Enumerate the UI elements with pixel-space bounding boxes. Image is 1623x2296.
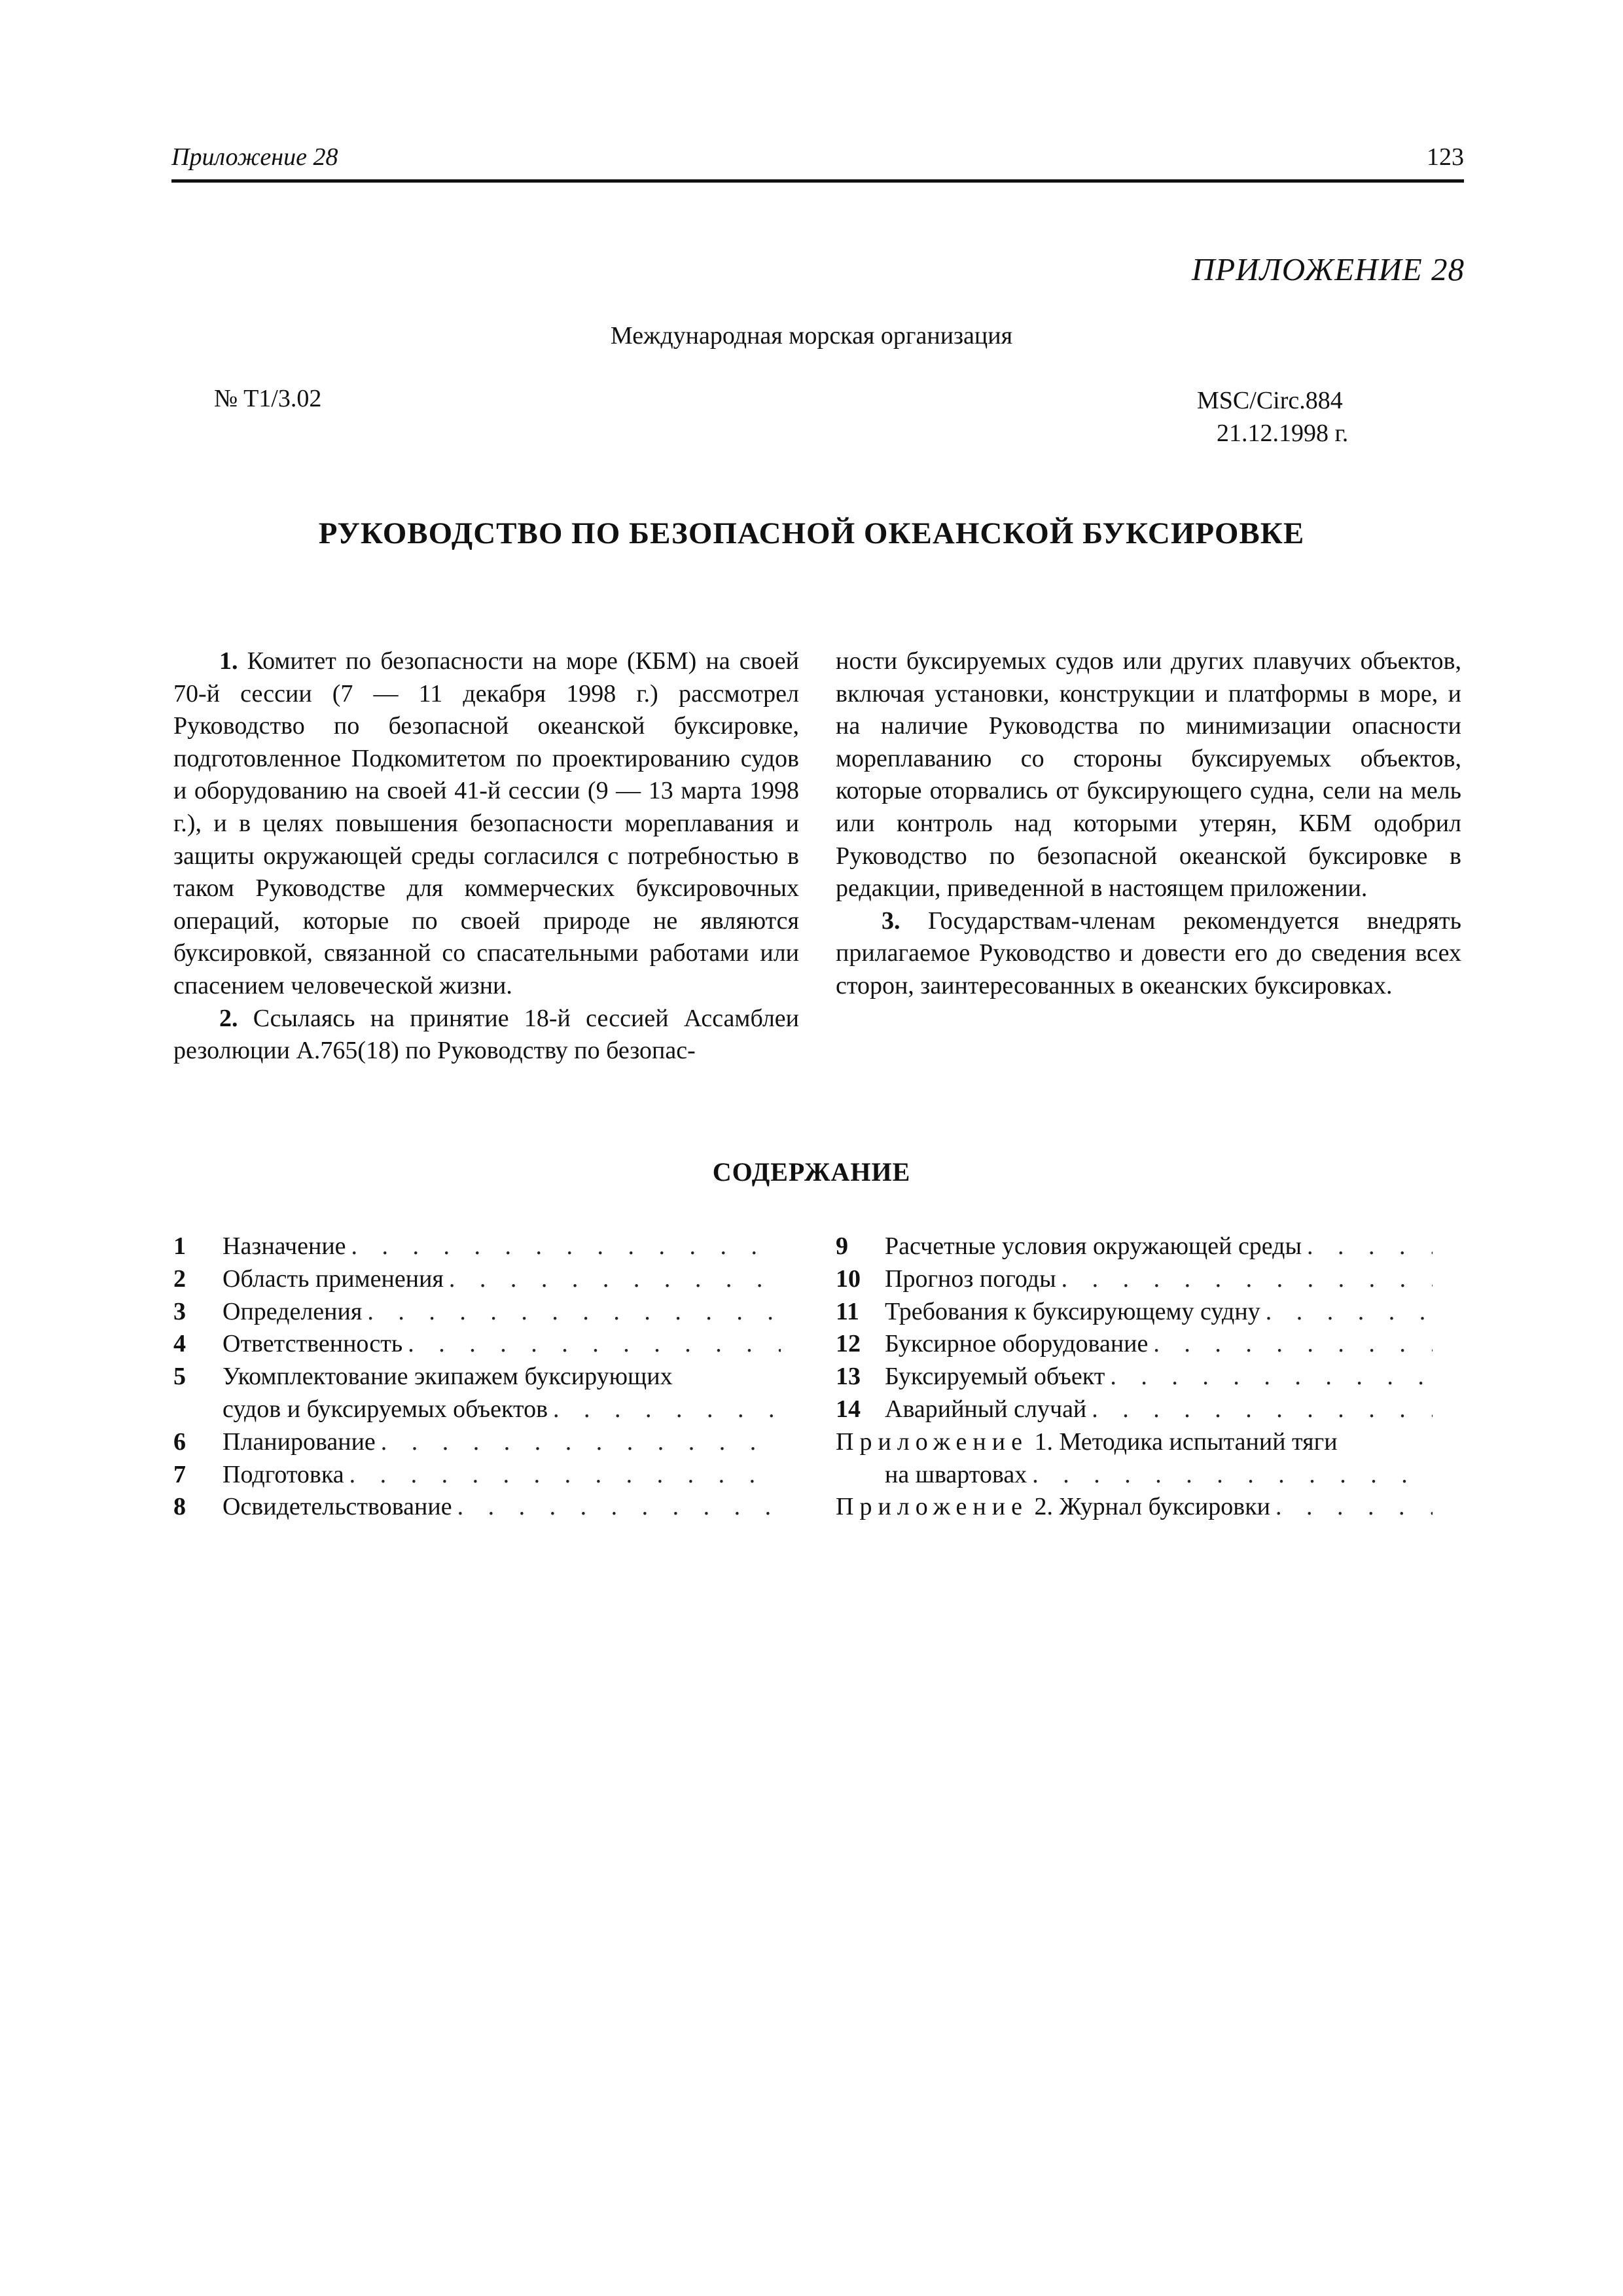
- toc-label: Ответственность: [223, 1330, 403, 1358]
- toc-leader: [381, 1426, 781, 1459]
- toc-leader: [1061, 1263, 1433, 1296]
- toc-number: 14: [836, 1395, 861, 1423]
- toc-leader: [1266, 1296, 1433, 1329]
- toc-number: 6: [173, 1427, 186, 1456]
- paragraph-text: Комитет по безопасности на море (КБМ) на своей 70-й сессии (7 — 11 декабря 1998 г.) рассмотрел Руководство по безопасной океанской буксировке, подготовленное Подкомитетом по проектированию судов и оборудованию на своей 41-й сессии (9 — 13 марта 1998 г.), и в целях повышения безопасности мореплавания и защиты окружающей среды согласился с потребностью в таком Руководстве для коммерческих буксировочных операций, которые по своей природе не являются буксировкой, связанной со спасательными работами или спасением человеческой жизни.: [173, 647, 800, 999]
- paragraph-2: [173, 1003, 799, 1067]
- toc-label: Буксирное оборудование: [885, 1330, 1149, 1358]
- toc-number: 5: [173, 1363, 186, 1391]
- paragraph-1: [173, 645, 799, 1003]
- toc-label: Прогноз погоды: [885, 1265, 1056, 1293]
- toc-number: 8: [173, 1493, 186, 1521]
- toc-leader: [1032, 1459, 1433, 1492]
- body-column-right: [836, 645, 1461, 1003]
- toc-column-left: [173, 1230, 781, 1524]
- toc-entry-continued: [173, 1393, 781, 1426]
- toc-appendix-prefix: Приложение: [836, 1493, 1028, 1521]
- paragraph-2-continued: ности буксируемых судов или других плавучих объектов, включая установки, конструкции и платформы в море, и на наличие Руководства по минимизации опасности мореплаванию со стороны буксируемых объектов, которые оторвались от буксирующего судна, сели на мель или контроль над которыми утерян, КБМ одобрил Руководство по безопасной океанской буксировке в редакции, приведенной в настоящем приложении.: [836, 647, 1461, 903]
- toc-label: Планирование: [223, 1427, 376, 1456]
- toc-label: Освидетельствование: [223, 1493, 452, 1521]
- toc-leader: [457, 1491, 781, 1524]
- toc-label: Назначение: [223, 1232, 346, 1260]
- toc-entry: [173, 1491, 781, 1524]
- running-head-title: Приложение 28: [171, 143, 338, 171]
- toc-appendix-title: 1. Методика испытаний тяги: [1034, 1427, 1338, 1456]
- page-number: 123: [1427, 143, 1464, 171]
- toc-label: Буксируемый объект: [885, 1363, 1105, 1391]
- toc-leader: [1110, 1361, 1433, 1393]
- toc-entry: [173, 1459, 781, 1492]
- toc-number: 11: [836, 1297, 859, 1325]
- annex-label: ПРИЛОЖЕНИЕ 28: [1191, 251, 1465, 287]
- document-number: № T1/3.02: [214, 385, 322, 412]
- toc-entry: [173, 1361, 781, 1393]
- circular-number: MSC/Circ.884: [1197, 387, 1343, 414]
- toc-entry: [173, 1263, 781, 1296]
- toc-number: 13: [836, 1363, 861, 1391]
- running-head: [171, 140, 1464, 183]
- toc-label: Укомплектование экипажем буксирующих: [223, 1363, 673, 1391]
- toc-label: Определения: [223, 1297, 363, 1325]
- toc-leader: [1092, 1393, 1433, 1426]
- toc-leader: [553, 1393, 781, 1426]
- toc-label: судов и буксируемых объектов: [223, 1395, 548, 1423]
- toc-label: Аварийный случай: [885, 1395, 1087, 1423]
- toc-label: Область применения: [223, 1265, 444, 1293]
- toc-appendix-1-continued: [836, 1459, 1433, 1492]
- toc-label: на швартовах: [885, 1460, 1027, 1488]
- toc-leader: [449, 1263, 781, 1296]
- toc-number: 12: [836, 1330, 861, 1358]
- toc-number: 1: [173, 1232, 186, 1260]
- toc-leader: [1275, 1491, 1433, 1524]
- document-title: РУКОВОДСТВО ПО БЕЗОПАСНОЙ ОКЕАНСКОЙ БУКСИРОВКЕ: [318, 516, 1305, 550]
- toc-number: 7: [173, 1460, 186, 1488]
- toc-heading: СОДЕРЖАНИЕ: [712, 1157, 911, 1187]
- paragraph-number: 3.: [882, 906, 901, 935]
- toc-appendix-1: [836, 1426, 1433, 1459]
- toc-number: 3: [173, 1297, 186, 1325]
- toc-label: Требования к буксирующему судну: [885, 1297, 1260, 1325]
- toc-entry: [836, 1393, 1433, 1426]
- paragraph-number: 1.: [219, 647, 238, 675]
- toc-number: 10: [836, 1265, 861, 1293]
- paragraph-text: Государствам-членам рекомендуется внедрять прилагаемое Руководство и довести его до сведения всех сторон, заинтересованных в океанских буксировках.: [836, 906, 1461, 999]
- toc-number: 4: [173, 1330, 186, 1358]
- toc-leader: [349, 1459, 781, 1492]
- paragraph-text: Ссылаясь на принятие 18-й сессией Ассамблеи резолюции A.765(18) по Руководству по безопас-: [173, 1004, 799, 1065]
- toc-entry: [173, 1426, 781, 1459]
- toc-entry: [836, 1296, 1433, 1329]
- toc-appendix-label: [836, 1426, 1338, 1459]
- toc-number: 2: [173, 1265, 186, 1293]
- toc-appendix-2: [836, 1491, 1433, 1524]
- toc-leader: [351, 1230, 781, 1263]
- document-date: 21.12.1998 г.: [1217, 420, 1349, 447]
- paragraph-number: 2.: [219, 1004, 238, 1032]
- toc-entry: [836, 1263, 1433, 1296]
- toc-appendix-label: [836, 1491, 1270, 1524]
- toc-entry: [836, 1361, 1433, 1393]
- toc-leader: [408, 1328, 781, 1361]
- toc-label: Расчетные условия окружающей среды: [885, 1232, 1302, 1260]
- toc-leader: [367, 1296, 781, 1329]
- toc-column-right: [836, 1230, 1433, 1524]
- toc-entry: [836, 1328, 1433, 1361]
- body-column-left: [173, 645, 799, 1067]
- toc-label: Подготовка: [223, 1460, 344, 1488]
- paragraph-3: [836, 905, 1461, 1003]
- toc-entry: [173, 1296, 781, 1329]
- organization-name: Международная морская организация: [610, 322, 1013, 350]
- toc-number: 9: [836, 1232, 848, 1260]
- toc-entry: [173, 1230, 781, 1263]
- toc-entry: [836, 1230, 1433, 1263]
- toc-appendix-title: 2. Журнал буксировки: [1034, 1493, 1270, 1521]
- toc-entry: [173, 1328, 781, 1361]
- toc-appendix-prefix: Приложение: [836, 1427, 1028, 1456]
- toc-leader: [1307, 1230, 1433, 1263]
- document-reference: [1197, 384, 1348, 450]
- toc-leader: [1153, 1328, 1433, 1361]
